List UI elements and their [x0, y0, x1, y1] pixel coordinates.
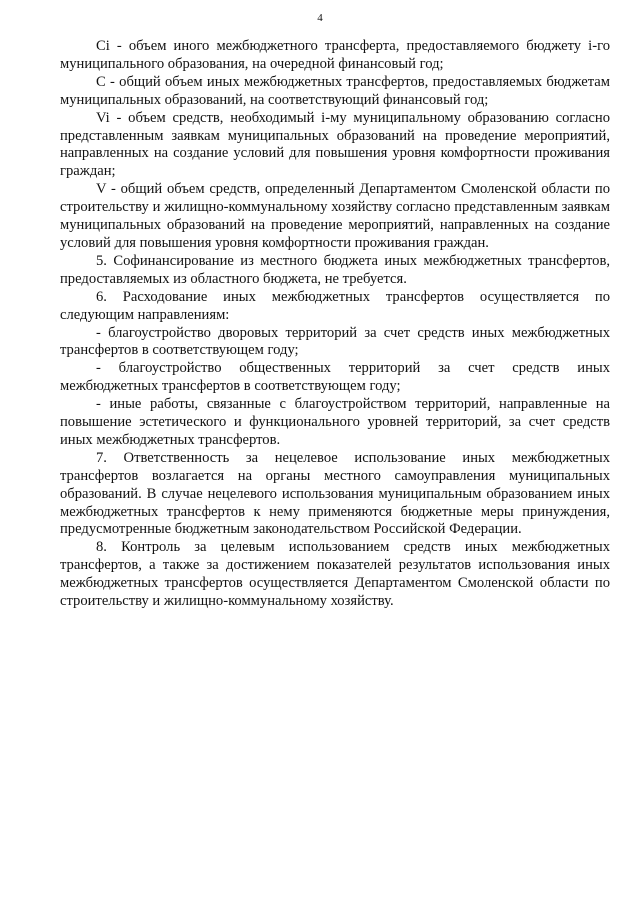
list-item-yard-territories: - благоустройство дворовых территорий за счет средств иных межбюджетных трансфертов в соответствующем году; — [60, 324, 610, 359]
paragraph-item-8: 8. Контроль за целевым использованием средств иных межбюджетных трансфертов, а также за достижением показателей результатов использования иных межбюджетных трансфертов осуществляется Департаментом Смоленской области по строительству и жилищно-коммунальному хозяйству. — [60, 539, 610, 610]
paragraph-ci-definition: Ci - объем иного межбюджетного трансферта, предоставляемого бюджету i-го муниципального образования, на очередной финансовый год; — [60, 38, 610, 72]
paragraph-item-5: 5. Софинансирование из местного бюджета иных межбюджетных трансфертов, предоставляемых из областного бюджета, не требуется. — [60, 252, 610, 287]
paragraph-item-6: 6. Расходование иных межбюджетных трансфертов осуществляется по следующим направлениям: — [60, 288, 610, 323]
paragraph-c-definition: С - общий объем иных межбюджетных трансфертов, предоставляемых бюджетам муниципальных образований, на соответствующий финансовый год; — [60, 73, 610, 108]
list-item-other-works: - иные работы, связанные с благоустройством территорий, направленные на повышение эстетического и функционального уровней территорий, за счет средств иных межбюджетных трансфертов. — [60, 396, 610, 448]
document-body — [60, 38, 610, 611]
page-number: 4 — [317, 12, 323, 24]
paragraph-item-7: 7. Ответственность за нецелевое использование иных межбюджетных трансфертов возлагается на органы местного самоуправления муниципальных образований. В случае нецелевого использования муниципальным образованием иных межбюджетных трансфертов к нему применяются бюджетные меры принуждения, предусмотренные бюджетным законодательством Российской Федерации. — [60, 449, 610, 538]
paragraph-vi-definition: Vi - объем средств, необходимый i-му муниципальному образованию согласно представленным заявкам муниципальных образований на проведение мероприятий, направленных на создание условий для повышения уровня комфортности проживания граждан; — [60, 109, 610, 180]
list-item-public-territories: - благоустройство общественных территорий за счет средств иных межбюджетных трансфертов в соответствующем году; — [60, 360, 610, 395]
paragraph-v-definition: V - общий объем средств, определенный Департаментом Смоленской области по строительству и жилищно-коммунальному хозяйству согласно представленным заявкам муниципальных образований на проведение мероприятий, направленных на создание условий для повышения уровня комфортности проживания граждан. — [60, 181, 610, 251]
